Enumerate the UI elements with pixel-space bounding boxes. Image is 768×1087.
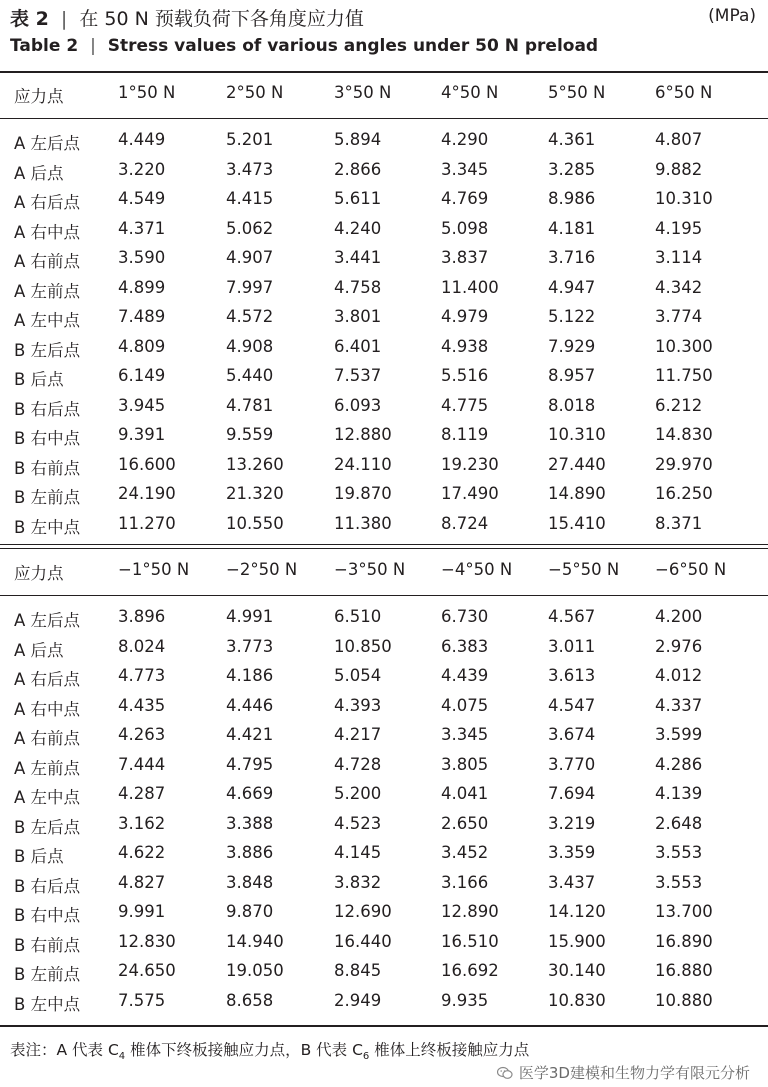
- stress-value-cell: 8.658: [226, 990, 274, 1010]
- stress-value-cell: 17.490: [441, 484, 499, 503]
- stress-point-cell: B 右前点: [14, 935, 81, 955]
- header-rule-section1: [0, 118, 768, 119]
- stress-value-cell: 4.012: [655, 666, 703, 685]
- stress-point-cell: B 左中点: [14, 517, 81, 537]
- stress-value-cell: 7.575: [118, 990, 166, 1010]
- table-row: [0, 219, 768, 248]
- stress-point-cell: A 左前点: [14, 758, 81, 778]
- stress-value-cell: 3.162: [118, 813, 166, 833]
- stress-value-cell: 11.380: [334, 513, 392, 533]
- stress-value-cell: 8.986: [548, 189, 596, 208]
- table-row: [0, 248, 768, 277]
- stress-value-cell: 12.880: [334, 425, 392, 444]
- stress-value-cell: 7.444: [118, 754, 166, 774]
- stress-value-cell: 3.553: [655, 872, 703, 892]
- stress-value-cell: 3.716: [548, 248, 596, 267]
- header-cell: −5°50 N: [548, 560, 620, 579]
- stress-value-cell: 6.093: [334, 395, 382, 415]
- stress-value-cell: 4.572: [226, 307, 274, 326]
- stress-value-cell: 3.805: [441, 754, 489, 774]
- stress-value-cell: 19.870: [334, 484, 392, 503]
- section-divider-lower: [0, 548, 768, 549]
- stress-value-cell: 16.692: [441, 961, 499, 980]
- table-row: [0, 425, 768, 454]
- stress-value-cell: 4.200: [655, 607, 703, 626]
- stress-value-cell: 9.391: [118, 425, 166, 444]
- stress-value-cell: 16.890: [655, 931, 713, 951]
- stress-value-cell: 3.599: [655, 725, 703, 744]
- table-row: [0, 130, 768, 159]
- header-cell: 应力点: [14, 564, 64, 583]
- stress-value-cell: 8.957: [548, 366, 596, 385]
- header-cell: 5°50 N: [548, 83, 606, 102]
- stress-value-cell: 9.870: [226, 902, 274, 921]
- stress-value-cell: 4.287: [118, 784, 166, 803]
- stress-value-cell: 4.195: [655, 218, 703, 238]
- stress-value-cell: 3.359: [548, 843, 596, 862]
- stress-value-cell: 9.559: [226, 425, 274, 444]
- table-title-cn: [10, 4, 364, 31]
- header-cell: 3°50 N: [334, 83, 392, 102]
- stress-value-cell: 7.694: [548, 784, 596, 803]
- stress-value-cell: 15.900: [548, 931, 606, 951]
- stress-value-cell: 5.054: [334, 666, 382, 685]
- stress-value-cell: 16.250: [655, 484, 713, 503]
- stress-value-cell: 5.200: [334, 784, 382, 803]
- stress-value-cell: 4.286: [655, 754, 703, 774]
- stress-value-cell: 4.758: [334, 277, 382, 297]
- stress-value-cell: 4.361: [548, 130, 596, 149]
- stress-point-cell: A 右后点: [14, 193, 81, 212]
- stress-value-cell: 3.886: [226, 843, 274, 862]
- stress-value-cell: 3.896: [118, 607, 166, 626]
- stress-point-cell: A 左前点: [14, 281, 81, 301]
- stress-value-cell: 4.979: [441, 307, 489, 326]
- stress-value-cell: 30.140: [548, 961, 606, 980]
- table-row: [0, 666, 768, 695]
- section-divider-upper: [0, 544, 768, 545]
- table-row: [0, 637, 768, 666]
- stress-point-cell: B 左中点: [14, 994, 81, 1014]
- stress-value-cell: 10.300: [655, 336, 713, 356]
- table-row: [0, 814, 768, 843]
- header-cell: 应力点: [14, 87, 64, 106]
- header-rule-section2: [0, 595, 768, 596]
- header-cell: −4°50 N: [441, 560, 513, 579]
- watermark: [497, 1062, 750, 1083]
- header-row-section1: [0, 83, 768, 112]
- stress-point-cell: B 左前点: [14, 488, 81, 507]
- stress-point-cell: A 左中点: [14, 311, 81, 330]
- table-row: [0, 902, 768, 931]
- stress-value-cell: 8.018: [548, 395, 596, 415]
- stress-value-cell: 4.446: [226, 695, 274, 715]
- table-bottom-rule: [0, 1025, 768, 1027]
- table-row: [0, 484, 768, 513]
- stress-value-cell: 4.938: [441, 336, 489, 356]
- table-top-rule: [0, 71, 768, 73]
- stress-value-cell: 3.441: [334, 248, 382, 267]
- footnote-suffix: 椎体上终板接触应力点: [369, 1041, 530, 1059]
- stress-value-cell: 4.075: [441, 695, 489, 715]
- stress-value-cell: 4.622: [118, 843, 166, 862]
- stress-value-cell: 7.929: [548, 336, 596, 356]
- stress-point-cell: A 左中点: [14, 788, 81, 807]
- stress-value-cell: 4.217: [334, 725, 382, 744]
- table-row: [0, 696, 768, 725]
- stress-value-cell: 3.114: [655, 248, 703, 267]
- stress-value-cell: 3.837: [441, 248, 489, 267]
- stress-value-cell: 10.830: [548, 990, 606, 1010]
- stress-value-cell: 3.219: [548, 813, 596, 833]
- stress-value-cell: 21.320: [226, 484, 284, 503]
- stress-value-cell: 10.550: [226, 513, 284, 533]
- stress-value-cell: 4.567: [548, 607, 596, 626]
- table-row: [0, 337, 768, 366]
- header-cell: −6°50 N: [655, 560, 727, 579]
- stress-value-cell: 4.290: [441, 130, 489, 149]
- stress-value-cell: 3.774: [655, 307, 703, 326]
- stress-point-cell: B 右中点: [14, 906, 81, 925]
- stress-value-cell: 6.730: [441, 607, 489, 626]
- stress-point-cell: A 后点: [14, 640, 64, 660]
- stress-point-cell: A 右中点: [14, 222, 81, 242]
- table-row: [0, 307, 768, 336]
- stress-value-cell: 10.310: [548, 425, 606, 444]
- stress-point-cell: A 后点: [14, 163, 64, 183]
- stress-value-cell: 4.807: [655, 130, 703, 149]
- wechat-icon: [497, 1066, 513, 1080]
- stress-value-cell: 5.062: [226, 218, 274, 238]
- stress-value-cell: 10.310: [655, 189, 713, 208]
- stress-point-cell: B 右中点: [14, 429, 81, 448]
- stress-value-cell: 6.510: [334, 607, 382, 626]
- header-cell: 4°50 N: [441, 83, 499, 102]
- stress-value-cell: 3.945: [118, 395, 166, 415]
- stress-value-cell: 29.970: [655, 454, 713, 474]
- stress-value-cell: 24.650: [118, 961, 176, 980]
- stress-point-cell: B 右后点: [14, 399, 81, 419]
- stress-value-cell: 16.440: [334, 931, 392, 951]
- stress-value-cell: 8.024: [118, 636, 166, 656]
- stress-value-cell: 4.728: [334, 754, 382, 774]
- stress-value-cell: 4.439: [441, 666, 489, 685]
- stress-value-cell: 16.510: [441, 931, 499, 951]
- footnote-sub-2: 6: [362, 1051, 370, 1063]
- stress-value-cell: 7.997: [226, 277, 274, 297]
- stress-value-cell: 5.122: [548, 307, 596, 326]
- table-row: [0, 455, 768, 484]
- stress-point-cell: A 左后点: [14, 611, 81, 630]
- stress-value-cell: 2.949: [334, 990, 382, 1010]
- stress-value-cell: 2.976: [655, 636, 703, 656]
- stress-value-cell: 13.260: [226, 454, 284, 474]
- header-cell: 6°50 N: [655, 83, 713, 102]
- title-separator-en: |: [90, 36, 96, 56]
- stress-value-cell: 12.890: [441, 902, 499, 921]
- stress-value-cell: 3.345: [441, 159, 489, 179]
- stress-value-cell: 4.139: [655, 784, 703, 803]
- stress-value-cell: 16.600: [118, 454, 176, 474]
- stress-point-cell: A 右前点: [14, 252, 81, 271]
- table-row: [0, 991, 768, 1020]
- stress-value-cell: 4.337: [655, 695, 703, 715]
- stress-value-cell: 3.613: [548, 666, 596, 685]
- header-row-section2: [0, 560, 768, 589]
- stress-point-cell: A 右后点: [14, 670, 81, 689]
- footnote-middle: 椎体下终板接触应力点，B 代表 C: [125, 1041, 363, 1059]
- stress-value-cell: 24.190: [118, 484, 176, 503]
- stress-value-cell: 3.848: [226, 872, 274, 892]
- stress-value-cell: 6.383: [441, 636, 489, 656]
- stress-value-cell: 9.935: [441, 990, 489, 1010]
- stress-value-cell: 3.770: [548, 754, 596, 774]
- stress-value-cell: 10.880: [655, 990, 713, 1010]
- title-separator-cn: |: [60, 8, 68, 30]
- stress-value-cell: 19.230: [441, 454, 499, 474]
- stress-value-cell: 4.342: [655, 277, 703, 297]
- stress-value-cell: 6.149: [118, 366, 166, 385]
- table-row: [0, 189, 768, 218]
- table-row: [0, 366, 768, 395]
- table-footnote: [10, 1038, 529, 1062]
- table-row: [0, 278, 768, 307]
- stress-value-cell: 3.220: [118, 159, 166, 179]
- table-row: [0, 932, 768, 961]
- stress-value-cell: 4.240: [334, 218, 382, 238]
- stress-value-cell: 5.611: [334, 189, 382, 208]
- stress-point-cell: B 左后点: [14, 340, 81, 360]
- stress-value-cell: 4.827: [118, 872, 166, 892]
- table-row: [0, 514, 768, 543]
- stress-point-cell: A 左后点: [14, 134, 81, 153]
- stress-value-cell: 2.866: [334, 159, 382, 179]
- stress-value-cell: 2.648: [655, 813, 703, 833]
- stress-value-cell: 4.795: [226, 754, 274, 774]
- stress-value-cell: 3.388: [226, 813, 274, 833]
- stress-value-cell: 4.908: [226, 336, 274, 356]
- stress-value-cell: 13.700: [655, 902, 713, 921]
- stress-value-cell: 4.947: [548, 277, 596, 297]
- stress-value-cell: 4.769: [441, 189, 489, 208]
- stress-value-cell: 14.830: [655, 425, 713, 444]
- stress-value-cell: 3.801: [334, 307, 382, 326]
- stress-value-cell: 4.041: [441, 784, 489, 803]
- table-row: [0, 160, 768, 189]
- stress-value-cell: 4.435: [118, 695, 166, 715]
- stress-value-cell: 3.166: [441, 872, 489, 892]
- stress-value-cell: 8.845: [334, 961, 382, 980]
- table-row: [0, 961, 768, 990]
- header-cell: 1°50 N: [118, 83, 176, 102]
- stress-value-cell: 11.400: [441, 277, 499, 297]
- stress-value-cell: 4.809: [118, 336, 166, 356]
- stress-value-cell: 4.991: [226, 607, 274, 626]
- stress-value-cell: 11.750: [655, 366, 713, 385]
- stress-point-cell: A 右前点: [14, 729, 81, 748]
- stress-value-cell: 4.907: [226, 248, 274, 267]
- watermark-text: 医学3D建模和生物力学有限元分析: [518, 1064, 750, 1082]
- table-row: [0, 725, 768, 754]
- stress-value-cell: 3.452: [441, 843, 489, 862]
- stress-value-cell: 4.186: [226, 666, 274, 685]
- stress-value-cell: 3.345: [441, 725, 489, 744]
- stress-point-cell: A 右中点: [14, 699, 81, 719]
- stress-value-cell: 19.050: [226, 961, 284, 980]
- header-cell: −1°50 N: [118, 560, 190, 579]
- stress-value-cell: 4.775: [441, 395, 489, 415]
- stress-value-cell: 4.371: [118, 218, 166, 238]
- stress-value-cell: 12.690: [334, 902, 392, 921]
- stress-value-cell: 4.181: [548, 218, 596, 238]
- stress-value-cell: 7.489: [118, 307, 166, 326]
- stress-value-cell: 10.850: [334, 636, 392, 656]
- stress-value-cell: 4.549: [118, 189, 166, 208]
- stress-value-cell: 9.991: [118, 902, 166, 921]
- footnote-prefix: 表注：A 代表 C: [10, 1041, 119, 1059]
- stress-value-cell: 5.098: [441, 218, 489, 238]
- stress-value-cell: 4.263: [118, 725, 166, 744]
- unit-label: (MPa): [708, 6, 756, 26]
- stress-value-cell: 8.371: [655, 513, 703, 533]
- stress-value-cell: 4.449: [118, 130, 166, 149]
- stress-value-cell: 4.421: [226, 725, 274, 744]
- stress-value-cell: 3.285: [548, 159, 596, 179]
- stress-value-cell: 5.440: [226, 366, 274, 385]
- stress-value-cell: 4.669: [226, 784, 274, 803]
- stress-value-cell: 5.894: [334, 130, 382, 149]
- table-row: [0, 843, 768, 872]
- stress-value-cell: 3.437: [548, 872, 596, 892]
- stress-value-cell: 2.650: [441, 813, 489, 833]
- stress-value-cell: 14.120: [548, 902, 606, 921]
- stress-value-cell: 3.011: [548, 636, 596, 656]
- stress-value-cell: 24.110: [334, 454, 392, 474]
- stress-value-cell: 4.781: [226, 395, 274, 415]
- table-row: [0, 873, 768, 902]
- stress-point-cell: B 右后点: [14, 876, 81, 896]
- stress-value-cell: 14.890: [548, 484, 606, 503]
- table-label-en: Table 2: [10, 36, 79, 56]
- table-caption-en: Stress values of various angles under 50 N preload: [107, 36, 599, 56]
- stress-value-cell: 3.674: [548, 725, 596, 744]
- header-cell: 2°50 N: [226, 83, 284, 102]
- stress-value-cell: 4.773: [118, 666, 166, 685]
- table-caption-cn: 在 50 N 预载负荷下各角度应力值: [79, 8, 364, 30]
- stress-value-cell: 9.882: [655, 159, 703, 179]
- footnote-sub-1: 4: [118, 1051, 126, 1063]
- stress-value-cell: 4.393: [334, 695, 382, 715]
- stress-value-cell: 3.832: [334, 872, 382, 892]
- header-cell: −3°50 N: [334, 560, 406, 579]
- stress-value-cell: 3.553: [655, 843, 703, 862]
- stress-point-cell: B 左后点: [14, 817, 81, 837]
- header-cell: −2°50 N: [226, 560, 298, 579]
- stress-value-cell: 4.415: [226, 189, 274, 208]
- stress-value-cell: 12.830: [118, 931, 176, 951]
- stress-value-cell: 5.516: [441, 366, 489, 385]
- table-row: [0, 607, 768, 636]
- stress-value-cell: 8.119: [441, 425, 489, 444]
- stress-point-cell: B 左前点: [14, 965, 81, 984]
- stress-value-cell: 7.537: [334, 366, 382, 385]
- stress-value-cell: 6.212: [655, 395, 703, 415]
- stress-point-cell: B 右前点: [14, 458, 81, 478]
- table-row: [0, 784, 768, 813]
- table-row: [0, 396, 768, 425]
- stress-value-cell: 16.880: [655, 961, 713, 980]
- stress-value-cell: 15.410: [548, 513, 606, 533]
- stress-value-cell: 4.899: [118, 277, 166, 297]
- stress-value-cell: 4.547: [548, 695, 596, 715]
- stress-value-cell: 14.940: [226, 931, 284, 951]
- table-label-cn: 表 2: [10, 8, 49, 30]
- stress-value-cell: 5.201: [226, 130, 274, 149]
- stress-value-cell: 8.724: [441, 513, 489, 533]
- stress-value-cell: 4.523: [334, 813, 382, 833]
- stress-value-cell: 3.773: [226, 636, 274, 656]
- stress-value-cell: 27.440: [548, 454, 606, 474]
- table-row: [0, 755, 768, 784]
- stress-point-cell: B 后点: [14, 847, 64, 866]
- stress-value-cell: 3.590: [118, 248, 166, 267]
- stress-value-cell: 11.270: [118, 513, 176, 533]
- stress-value-cell: 6.401: [334, 336, 382, 356]
- table-title-en: [10, 36, 598, 56]
- stress-point-cell: B 后点: [14, 370, 64, 389]
- stress-value-cell: 4.145: [334, 843, 382, 862]
- stress-value-cell: 3.473: [226, 159, 274, 179]
